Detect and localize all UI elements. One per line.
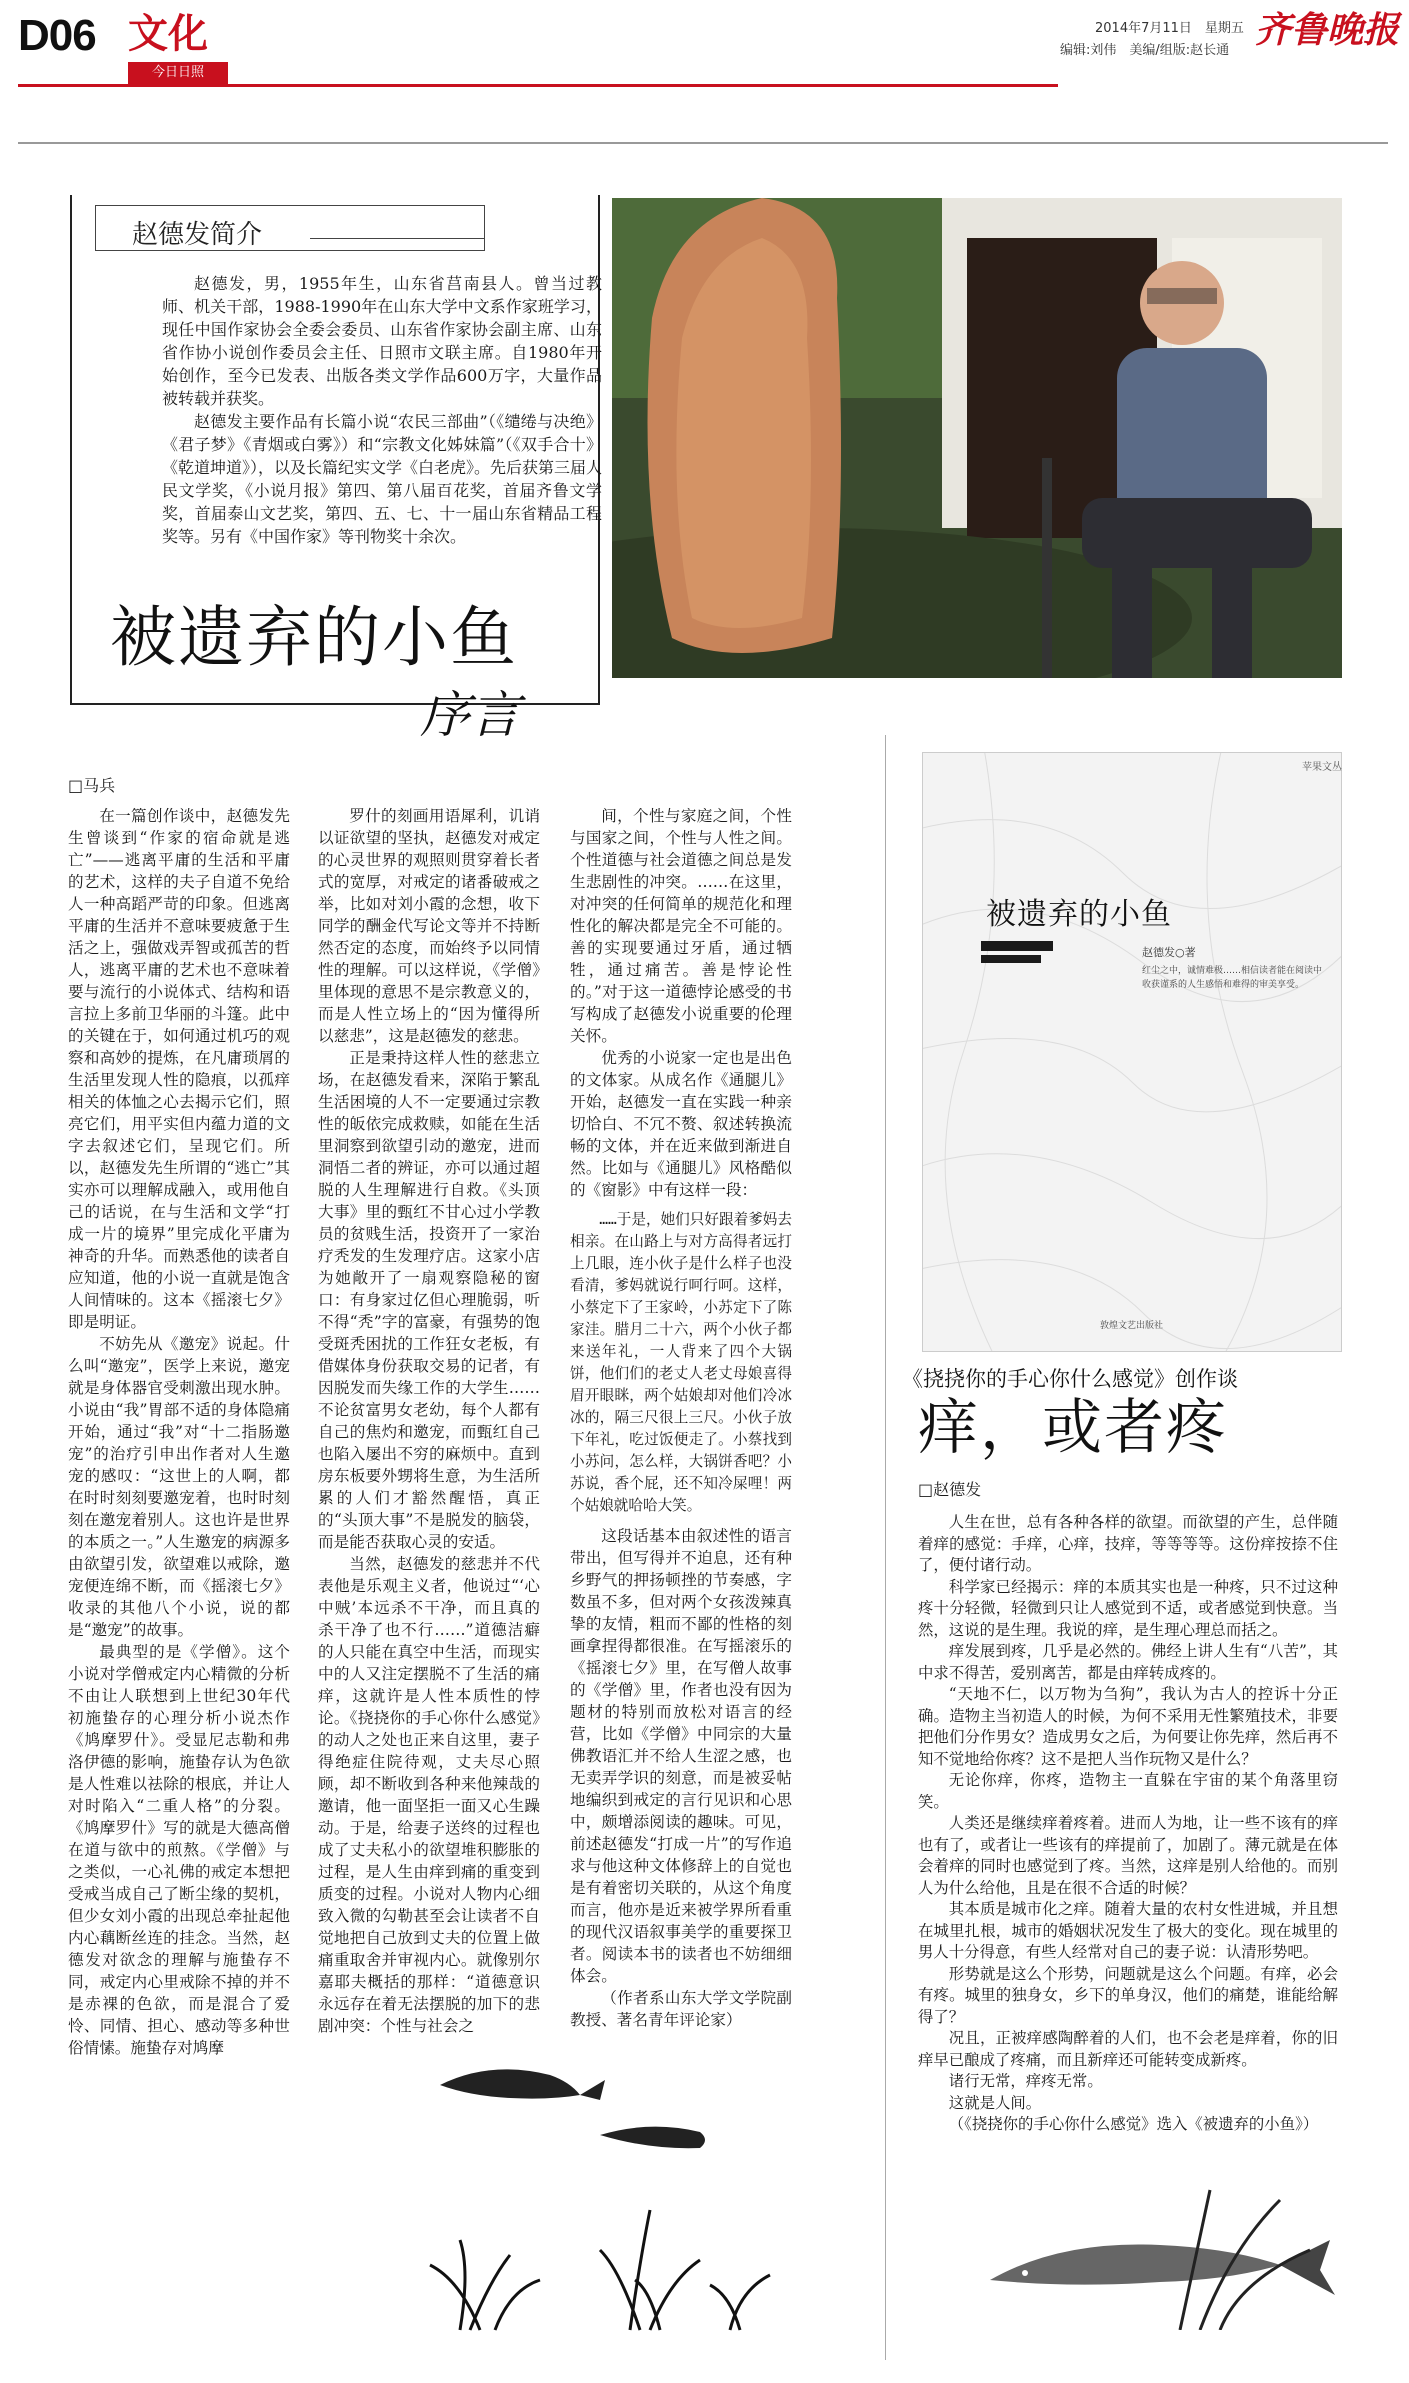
- article-paragraph: “天地不仁，以万物为刍狗”，我认为古人的控诉十分正确。造物主当初造人的时候，为何不采用无性繁殖技术，非要把他们分作男女？造成男女之后，为何要让你先痒，然后再不知不觉地给你疼？这不是把人当作玩物又是什么？: [918, 1685, 1338, 1768]
- ink-fish-grass-illustration: [400, 2040, 830, 2340]
- article-paragraph: 无论你痒，你疼，造物主一直躲在宇宙的某个角落里窃笑。: [918, 1771, 1338, 1811]
- article-headline: 痒，或者疼: [918, 1393, 1228, 1463]
- article-paragraph: 间，个性与家庭之间，个性与国家之间，个性与人性之间。个性道德与社会道德之间总是发生悲剧性的冲突。……在这里，对冲突的任何简单的规范化和理性化的解决都是完全不可能的。善的实现要通过牙盾，通过牺牲，通过痛苦。善是悖论性的。”对于这一道德悖论感受的书写构成了赵德发小说重要的伦理关怀。: [570, 807, 792, 1045]
- article-paragraph: 罗什的刻画用语犀利，讥诮以证欲望的坚执，赵德发对戒定的心灵世界的观照则贯穿着长者式的宽厚，对戒定的诸番破戒之举，比如对刘小霞的念想，收下同学的酬金代写论文等并不持断然否定的态度，而始终予以同情性的理解。可以这样说，《学僧》里体现的意思不是宗教意义的，而是人性立场上的“因为懂得所以慈悲”，这是赵德发的慈悲。: [318, 807, 540, 1045]
- bio-text: [162, 272, 602, 548]
- book-author: 赵德发○著: [1142, 946, 1196, 959]
- article-paragraph: 痒发展到疼，几乎是必然的。佛经上讲人生有“八苦”，其中求不得苦，爱别离苦，都是由痒转成疼的。: [918, 1642, 1338, 1682]
- page-number: D06: [18, 11, 96, 60]
- article-paragraph: 人类还是继续痒着疼着。进而人为地，让一些不该有的痒也有了，或者让一些该有的痒提前了，加剧了。薄元就是在体会着痒的同时也感觉到了疼。当然，这痒是别人给他的。而别人为什么给他，且是在很不合适的时候？: [918, 1814, 1338, 1897]
- ink-fish-illustration: [980, 2130, 1340, 2330]
- article-paragraph: 形势就是这么个形势，问题就是这么个问题。有痒，必会有疼。城里的独身女，乡下的单身汉，他们的痛楚，谁能给解得了？: [918, 1964, 1338, 2026]
- book-publisher: 敦煌文艺出版社: [1100, 1321, 1164, 1331]
- article-column-1: [68, 805, 290, 2059]
- column-divider: [885, 735, 886, 2360]
- article-byline: □赵德发: [918, 1480, 982, 1499]
- newspaper-logo: 齐鲁晚报: [1255, 9, 1400, 51]
- bio-title-rule: [310, 238, 485, 239]
- bio-paragraph: 赵德发主要作品有长篇小说“农民三部曲”（《缱绻与决绝》《君子梦》《青烟或白雾》）和“宗教文化姊妹篇”（《双手合十》《乾道坤道》），以及长篇纪实文学《白老虎》。先后获第三届人民文学奖，《小说月报》第四、第八届百花奖，首届齐鲁文学奖，首届泰山文艺奖，第四、五、七、十一届山东省精品工程奖等。另有《中国作家》等刊物奖十余次。: [162, 412, 603, 546]
- article-paragraph: 这段话基本由叙述性的语言带出，但写得并不迫息，还有种乡野气的押扬顿挫的节奏感，字数虽不多，但对两个女孩泼辣真挚的友情，粗而不鄙的性格的刻画拿捏得都很准。在写摇滚乐的《摇滚七夕》里，在写僧人故事的《学僧》里，作者也没有因为题材的特别而放松对语言的经营，比如《学僧》中同宗的大量佛教语汇并不给人生涩之感，也无卖弄学识的刻意，而是被妥帖地编织到戒定的言行见识和心思中，颇增添阅读的趣味。可见，前述赵德发“打成一片”的写作追求与他这种文体修辞上的自觉也是有着密切关联的，从这个角度而言，他亦是近来被学界所看重的现代汉语叙事美学的重要探卫者。阅读本书的读者也不妨细细体会。: [570, 1527, 792, 1985]
- article-paragraph: 科学家已经揭示：痒的本质其实也是一种疼，只不过这种疼十分轻微，轻微到只让人感觉到不适，或者感觉到快意。当然，这说的是生理。我说的痒，是生理心理总而括之。: [918, 1577, 1338, 1639]
- article-paragraph: 诸行无常，痒疼无常。: [948, 2072, 1103, 2090]
- divider: [18, 142, 1388, 144]
- article-byline: □马兵: [68, 776, 116, 795]
- section-title: 文化: [128, 11, 208, 57]
- article-column-3: [570, 805, 792, 2031]
- article-paragraph: 不妨先从《邀宠》说起。什么叫“邀宠”，医学上来说，邀宠就是身体器官受刺激出现水肿。小说由“我”胃部不适的身体隐痛开始，通过“我”对“十二指肠邀宠”的治疗引申出作者对人生邀宠的感叹：“这世上的人啊，都在时时刻刻要邀宠着，也时时刻刻在邀宠着别人。这也许是世界的本质之一。”人生邀宠的病源多由欲望引发，欲望难以戒除，邀宠便连绵不断，而《摇滚七夕》收录的其他八个小说，说的都是“邀宠”的故事。: [68, 1335, 290, 1639]
- article-paragraph: 人生在世，总有各种各样的欲望。而欲望的产生，总伴随着痒的感觉：手痒，心痒，技痒，等等等等。这份痒按捺不住了，便付诸行动。: [918, 1513, 1338, 1574]
- article-headline: 被遗弃的小鱼: [110, 599, 518, 676]
- article-column-2: [318, 805, 540, 2037]
- article-paragraph: 当然，赵德发的慈悲并不代表他是乐观主义者，他说过“‘心中贼’本远杀不干净，而且真的杀干净了也不行……”道德洁癖的人只能在真空中生活，而现实中的人又注定摆脱不了生活的痛痒，这就许是人性本质性的悖论。《挠挠你的手心你什么感觉》的动人之处也正来自这里，妻子得绝症住院待观，丈夫尽心照顾，却不断收到各种来他辣哉的邀请，他一面坚拒一面又心生躁动。于是，给妻子送终的过程也成了丈夫私小的欲望堆积膨胀的过程，是人生由痒到痛的重变到质变的过程。小说对人物内心细致入微的勾勒甚至会让读者不自觉地把自己放到丈夫的位置上做痛重取舍并审视内心。就像别尔嘉耶夫概括的那样：“道德意识永远存在着无法摆脱的加下的悲剧冲突：个性与社会之: [318, 1555, 540, 2035]
- article-paragraph: 正是秉持这样人性的慈悲立场，在赵德发看来，深陷于繁乱生活困境的人不一定要通过宗教性的皈依完成救赎，如能在生活里洞察到欲望引动的邀宠，进而洞悟二者的辨证，亦可以通过超脱的人生理解进行自救。《头顶大事》里的甄红不甘心过小学教员的贫贱生活，投资开了一家治疗秃发的生发理疗店。这家小店为她敞开了一扇观察隐秘的窗口：有身家过亿但心理脆弱，听不得“秃”字的富豪，有强势的饱受斑秃困扰的工作狂女老板，有借媒体身份获取交易的记者，有因脱发而失缘工作的大学生……不论贫富男女老幼，每个人都有自己的焦灼和邀宠，而甄红自己也陷入屡出不穷的麻烦中。直到房东板要外甥将生意，为生活所累的人们才豁然醒悟，真正的“头顶大事”不是脱发的脑袋，而是能否获取心灵的安适。: [318, 1049, 540, 1551]
- article-paragraph: 况且，正被痒感陶醉着的人们，也不会老是痒着，你的旧痒早已酿成了疼痛，而且新痒还可能转变成新疼。: [918, 2029, 1338, 2069]
- article-paragraph: 其本质是城市化之痒。随着大量的农村女性进城，并且想在城里扎根，城市的婚姻状况发生了极大的变化。现在城里的男人十分得意，有些人经常对自己的妻子说：认清形势吧。: [918, 1900, 1338, 1961]
- article-kicker: 《挠挠你的手心你什么感觉》创作谈: [902, 1367, 1238, 1391]
- book-title: 被遗弃的小鱼: [986, 897, 1172, 932]
- article-paragraph: 最典型的是《学僧》。这个小说对学僧戒定内心精微的分析不由让人联想到上世纪30年代初施蛰存的心理分析小说杰作《鸠摩罗什》。受显尼志勒和弗洛伊德的影响，施蛰存认为色欲是人性难以祛除的根底，并让人对时陷入“二重人格”的分裂。《鸠摩罗什》写的就是大德高僧在道与欲中的煎熬。《学僧》与之类似，一心礼佛的戒定本想把受戒当成自己了断尘缘的契机，但少女刘小霞的出现总牵扯起他内心藕断丝连的挂念。当然，赵德发对欲念的理解与施蛰存不同，戒定内心里戒除不掉的并不是赤裸的色欲，而是混合了爱怜、同情、担心、感动等多种世俗情愫。施蛰存对鸠摩: [68, 1643, 290, 2057]
- author-photo: [612, 198, 1342, 678]
- article-paragraph: 优秀的小说家一定也是出色的文体家。从成名作《通腿儿》开始，赵德发一直在实践一种亲切恰白、不冗不赘、叙述转换流畅的文体，并在近来做到渐进自然。比如与《通腿儿》风格酷似的《窗影》中有这样一段：: [570, 1049, 792, 1199]
- article-paragraph: 这就是人间。: [948, 2093, 1042, 2112]
- author-note: （作者系山东大学文学院副教授、著名青年评论家）: [570, 1989, 792, 2029]
- article-column: [918, 1512, 1338, 2136]
- article-quote: ……于是，她们只好跟着爹妈去相亲。在山路上与对方高得者远打上几眼，连小伙子是什么样子也没看清，爹妈就说行呵行呵。这样，小蔡定下了王家岭，小苏定下了陈家洼。腊月二十六，两个小伙子都来送年礼，一人背来了四个大锅饼，他们们的老丈人老丈母娘喜得眉开眼眯，两个姑娘却对他们冷冰冰的，隔三尺很上三尺。小伙子放下年礼，吃过饭便走了。小蔡找到小苏问，怎么样，大锅饼香吧？小苏说，香个屁，还不知冷屎哩！两个姑娘就哈哈大笑。: [570, 1211, 792, 1514]
- subsection-label: 今日日照: [128, 62, 228, 84]
- book-series-label: 苹果文丛: [1302, 762, 1342, 773]
- bio-title: 赵德发简介: [132, 220, 263, 250]
- article-note: （《挠挠你的手心你什么感觉》选入《被遗弃的小鱼》）: [948, 2115, 1319, 2133]
- bio-paragraph: 赵德发，男，1955年生，山东省莒南县人。曾当过教师、机关干部，1988-1990年在山东大学中文系作家班学习，现任中国作家协会全委会委员、山东省作家协会副主席、山东省作协小说创作委员会主任、日照市文联主席。自1980年开始创作，至今已发表、出版各类文学作品600万字，大量作品被转载并获奖。: [162, 274, 602, 408]
- masthead-rule: [18, 84, 1058, 87]
- book-blurb: 红尘之中，诚情难极……相信读者能在阅读中收获谨系的人生感悟和难得的审美享受。: [1142, 966, 1323, 990]
- book-cover: [922, 752, 1342, 1352]
- editor-credits: 编辑:刘伟 美编/组版:赵长通: [1060, 43, 1230, 58]
- article-paragraph: 在一篇创作谈中，赵德发先生曾谈到“作家的宿命就是逃亡”——逃离平庸的生活和平庸的艺术，这样的夫子自道不免给人一种高蹈严苛的印象。但逃离平庸的生活并不意味要疲惫于生活之上，强做戏弄智或孤苦的哲人，逃离平庸的艺术也不意味着要与流行的小说体式、结构和语言拉上多前卫华丽的斗篷。此中的关键在于，如何通过机巧的观察和高妙的提炼，在凡庸琐屑的生活里发现人性的隐痕，以孤痒相关的体恤之心去揭示它们，照亮它们，用平实但内蕴力道的文字去叙述它们，呈现它们。所以，赵德发先生所谓的“逃亡”其实亦可以理解成融入，或用他自己的话说，在与生活和文学“打成一片的境界”里完成化平庸为神奇的升华。而熟悉他的读者自应知道，他的小说一直就是饱含人间情味的。这本《摇滚七夕》即是明证。: [68, 807, 290, 1331]
- article-subtitle: 序言: [420, 686, 520, 744]
- issue-date: 2014年7月11日 星期五: [1095, 21, 1244, 36]
